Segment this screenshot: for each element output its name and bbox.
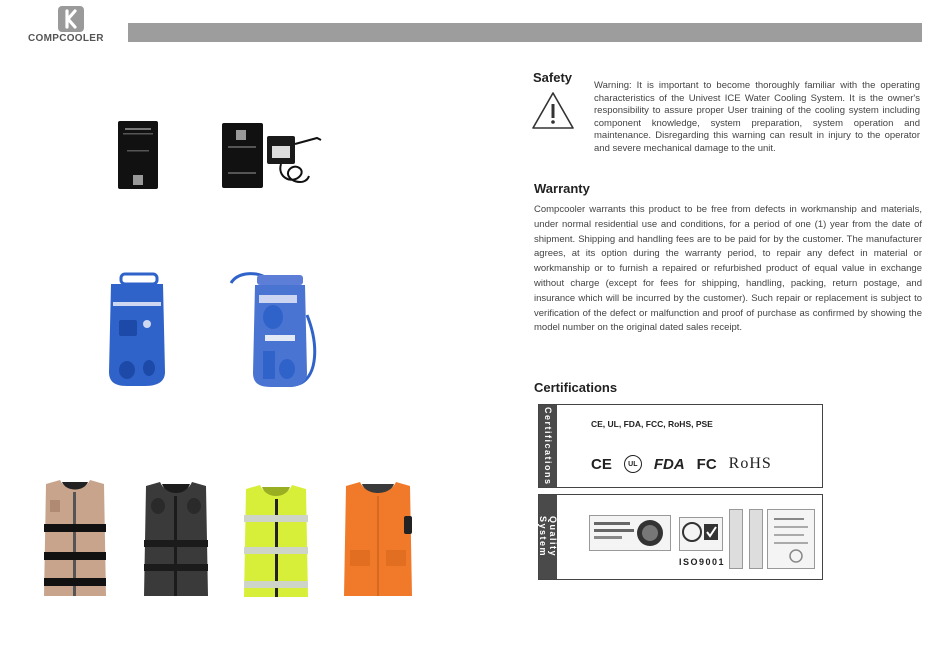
vest-orange-image (340, 480, 416, 600)
certifications-heading: Certifications (534, 380, 618, 395)
certification-logos (591, 453, 772, 475)
quality-system-panel-label: Quality System (539, 495, 557, 579)
safety-warning-text: Warning: It is important to become thoroughly familiar with the operating characteristics of the Univest ICE Water Cooling System. It is the owner's responsibility to assure proper User training of the cooling system including component knowledge, system preparation, system operation and maintenance. Disregarding this warning can result in injury to the operator and severe mechanical damage to the unit. (594, 80, 920, 154)
fda-logo-icon: FDA (653, 455, 685, 473)
vest-hivis-yellow-image (240, 483, 312, 600)
certificate-document-3-image (767, 509, 815, 569)
certifications-panel (538, 404, 823, 488)
certificate-document-2-image (749, 509, 763, 569)
vest-dark-image (140, 480, 212, 600)
brand-logo-mark (58, 6, 84, 32)
brand-logo-text: COMPCOOLER (28, 33, 104, 44)
ul-logo-icon: UL (624, 455, 642, 473)
warranty-heading: Warranty (534, 181, 590, 196)
iso9001-label: ISO9001 (679, 557, 726, 567)
ce-logo-icon: CE (591, 455, 612, 473)
certificate-document-1-image (729, 509, 743, 569)
fcc-logo-icon: FC (696, 455, 717, 473)
header-bar (128, 23, 922, 42)
battery-pack-image (117, 120, 159, 190)
warning-triangle-icon (530, 90, 576, 132)
bureau-veritas-certificate-image (589, 515, 671, 551)
certifications-list: CE, UL, FDA, FCC, RoHS, PSE (591, 419, 713, 429)
warranty-text: Compcooler warrants this product to be free from defects in workmanship and materials, under normal residential use and conditions, for a period of one (1) year from the date of shipment. Shipping and handling fees are to be paid for by the customer. The manufacturer agrees, at its option during the warranty period, to repair any defect in material or workmanship or to furnish a repaired or refurbished product of equal value in exchange without charge (except for fees for shipping, handling, packing, return postage, and insurance which will be incurred by the customer). Such repair or replacement is subject to verification of the defect or malfunction and proof of purchase as confirmed by showing the model number on the original dated sales receipt. (534, 204, 922, 334)
hydration-bladder-image (227, 265, 319, 393)
safety-heading: Safety (533, 70, 573, 85)
brand-logo (28, 6, 118, 46)
certifications-panel-label: Certifications (539, 405, 557, 487)
battery-charger-image (221, 122, 325, 190)
quality-system-panel (538, 494, 823, 580)
water-bladder-image (105, 272, 169, 388)
urs-certificate-logo-image (679, 517, 723, 551)
vest-tan-image (40, 478, 110, 600)
rohs-logo-icon: RoHS (728, 455, 772, 472)
